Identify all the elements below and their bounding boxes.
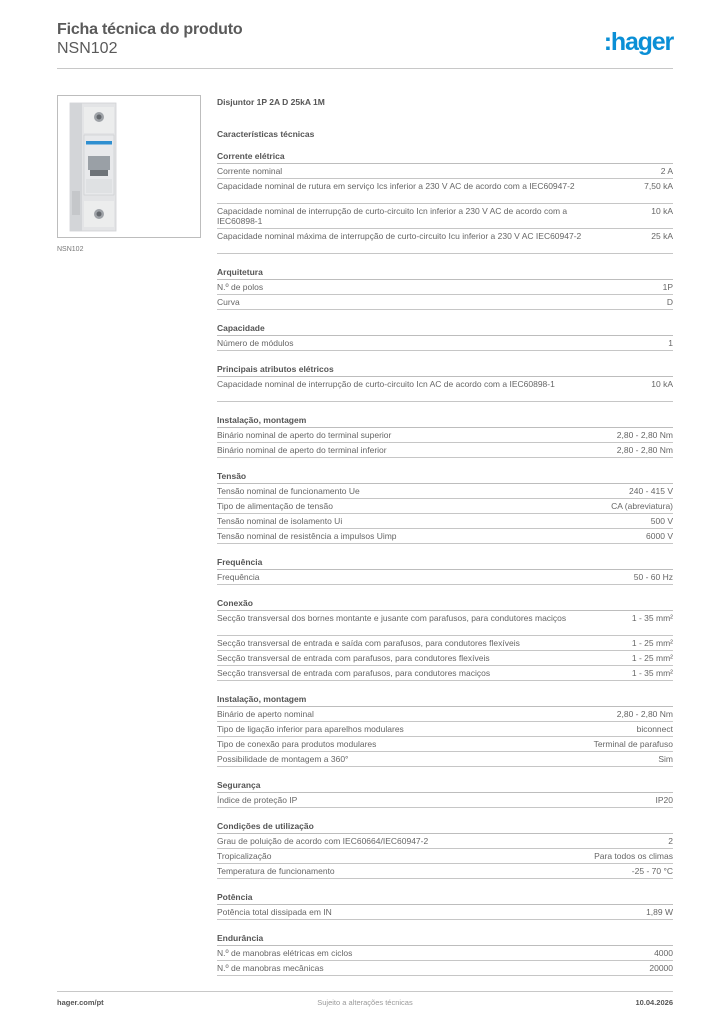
- section-title: Corrente elétrica: [217, 151, 673, 164]
- spec-sections: [217, 151, 673, 976]
- spec-value: 500 V: [650, 516, 673, 526]
- spec-row: [217, 611, 673, 636]
- section-title: Instalação, montagem: [217, 415, 673, 428]
- product-image: [57, 95, 201, 238]
- spec-value: D: [666, 297, 673, 307]
- footer-divider: [57, 991, 673, 992]
- product-specs: [217, 97, 673, 976]
- section-title: Tensão: [217, 471, 673, 484]
- spec-row: [217, 666, 673, 681]
- section-title: Potência: [217, 892, 673, 905]
- spec-row: [217, 164, 673, 179]
- spec-section: [217, 933, 673, 976]
- spec-label: Binário de aperto nominal: [217, 709, 314, 719]
- header-divider: [57, 68, 673, 69]
- spec-section: [217, 557, 673, 585]
- spec-value: 2: [668, 836, 673, 846]
- spec-row: [217, 793, 673, 808]
- spec-value: 240 - 415 V: [629, 486, 673, 496]
- spec-label: Tipo de conexão para produtos modulares: [217, 739, 377, 749]
- spec-row: [217, 499, 673, 514]
- product-image-caption: NSN102: [57, 246, 84, 253]
- spec-label: Frequência: [217, 572, 260, 582]
- spec-section: [217, 151, 673, 254]
- spec-label: Tipo de ligação inferior para aparelhos modulares: [217, 724, 404, 734]
- section-title: Instalação, montagem: [217, 694, 673, 707]
- spec-row: [217, 849, 673, 864]
- circuit-breaker-image: [66, 101, 126, 233]
- spec-value: 2,80 - 2,80 Nm: [616, 445, 673, 455]
- spec-label: Secção transversal de entrada com parafusos, para condutores maciços: [217, 668, 491, 678]
- spec-label: Possibilidade de montagem a 360°: [217, 754, 349, 764]
- section-title: Endurância: [217, 933, 673, 946]
- spec-label: N.º de manobras elétricas em ciclos: [217, 948, 353, 958]
- spec-value: 10 kA: [651, 206, 673, 216]
- spec-value: 1,89 W: [646, 907, 673, 917]
- spec-row: [217, 428, 673, 443]
- spec-section: [217, 780, 673, 808]
- spec-value: 4000: [654, 948, 673, 958]
- spec-label: Tensão nominal de resistência a impulsos Uimp: [217, 531, 397, 541]
- section-title: Capacidade: [217, 323, 673, 336]
- section-title: Condições de utilização: [217, 821, 673, 834]
- spec-value: 1 - 35 mm²: [631, 613, 673, 623]
- spec-value: 50 - 60 Hz: [633, 572, 673, 582]
- spec-label: Binário nominal de aperto do terminal inferior: [217, 445, 387, 455]
- spec-label: Índice de proteção IP: [217, 795, 298, 805]
- spec-section: [217, 471, 673, 544]
- spec-label: Potência total dissipada em IN: [217, 907, 332, 917]
- section-title: Arquitetura: [217, 267, 673, 280]
- spec-label: Tensão nominal de isolamento Ui: [217, 516, 343, 526]
- spec-value: IP20: [655, 795, 673, 805]
- spec-row: [217, 707, 673, 722]
- document-subtitle: NSN102: [57, 40, 118, 57]
- spec-row: [217, 204, 673, 229]
- spec-row: [217, 484, 673, 499]
- footer-website-link[interactable]: hager.com/pt: [57, 998, 104, 1007]
- section-title: Frequência: [217, 557, 673, 570]
- spec-row: [217, 280, 673, 295]
- spec-row: [217, 295, 673, 310]
- spec-section: [217, 598, 673, 681]
- section-title: Segurança: [217, 780, 673, 793]
- document-title: Ficha técnica do produto: [57, 21, 243, 38]
- spec-value: 1P: [662, 282, 673, 292]
- spec-value: 1: [668, 338, 673, 348]
- spec-section: [217, 415, 673, 458]
- spec-value: 2,80 - 2,80 Nm: [616, 709, 673, 719]
- spec-value: 25 kA: [651, 231, 673, 241]
- spec-row: [217, 864, 673, 879]
- spec-section: [217, 892, 673, 920]
- spec-row: [217, 636, 673, 651]
- spec-value: 10 kA: [651, 379, 673, 389]
- spec-label: Tipo de alimentação de tensão: [217, 501, 333, 511]
- spec-label: Grau de poluição de acordo com IEC60664/IEC60947-2: [217, 836, 429, 846]
- spec-value: 1 - 25 mm²: [631, 653, 673, 663]
- spec-label: Capacidade nominal máxima de interrupção de curto-circuito Icu inferior a 230 V AC IEC60947-2: [217, 231, 582, 241]
- spec-row: [217, 529, 673, 544]
- spec-row: [217, 961, 673, 976]
- spec-row: [217, 179, 673, 204]
- spec-row: [217, 905, 673, 920]
- spec-section: [217, 323, 673, 351]
- spec-value: 2 A: [660, 166, 673, 176]
- spec-label: Número de módulos: [217, 338, 294, 348]
- spec-label: Tropicalização: [217, 851, 272, 861]
- spec-value: CA (abreviatura): [611, 501, 673, 511]
- spec-row: [217, 946, 673, 961]
- spec-label: Curva: [217, 297, 240, 307]
- spec-section: [217, 694, 673, 767]
- spec-value: 20000: [649, 963, 673, 973]
- technical-characteristics-heading: Características técnicas: [217, 129, 315, 139]
- spec-value: -25 - 70 °C: [631, 866, 673, 876]
- spec-label: Capacidade nominal de interrupção de curto-circuito Icn inferior a 230 V AC de acordo com a IEC60898-1: [217, 206, 568, 226]
- spec-label: Secção transversal dos bornes montante e jusante com parafusos, para condutores maciços: [217, 613, 567, 623]
- spec-row: [217, 443, 673, 458]
- spec-label: Capacidade nominal de rutura em serviço Ics inferior a 230 V AC de acordo com a IEC60947-2: [217, 181, 575, 191]
- spec-value: Para todos os climas: [594, 851, 673, 861]
- spec-label: Capacidade nominal de interrupção de curto-circuito Icn AC de acordo com a IEC60898-1: [217, 379, 555, 389]
- spec-label: N.º de manobras mecânicas: [217, 963, 324, 973]
- spec-row: [217, 752, 673, 767]
- section-title: Principais atributos elétricos: [217, 364, 673, 377]
- section-title: Conexão: [217, 598, 673, 611]
- hager-logo: :hager: [603, 28, 673, 56]
- spec-row: [217, 651, 673, 666]
- footer-disclaimer: Sujeito a alterações técnicas: [317, 998, 413, 1007]
- product-name: Disjuntor 1P 2A D 25kA 1M: [217, 97, 325, 107]
- spec-label: Binário nominal de aperto do terminal superior: [217, 430, 392, 440]
- spec-value: biconnect: [636, 724, 673, 734]
- spec-label: N.º de polos: [217, 282, 264, 292]
- spec-value: Sim: [658, 754, 673, 764]
- spec-value: 1 - 25 mm²: [631, 638, 673, 648]
- spec-section: [217, 364, 673, 402]
- spec-value: 6000 V: [646, 531, 673, 541]
- spec-label: Secção transversal de entrada e saída com parafusos, para condutores flexíveis: [217, 638, 520, 648]
- document-header: [57, 20, 673, 70]
- spec-row: [217, 834, 673, 849]
- spec-value: 2,80 - 2,80 Nm: [616, 430, 673, 440]
- spec-value: 7,50 kA: [644, 181, 673, 191]
- spec-label: Secção transversal de entrada com parafusos, para condutores flexíveis: [217, 653, 490, 663]
- document-footer: [57, 998, 673, 1010]
- spec-row: [217, 722, 673, 737]
- spec-label: Corrente nominal: [217, 166, 283, 176]
- spec-value: Terminal de parafuso: [593, 739, 673, 749]
- spec-section: [217, 267, 673, 310]
- spec-section: [217, 821, 673, 879]
- spec-value: 1 - 35 mm²: [631, 668, 673, 678]
- spec-label: Temperatura de funcionamento: [217, 866, 335, 876]
- spec-row: [217, 336, 673, 351]
- spec-row: [217, 514, 673, 529]
- spec-row: [217, 229, 673, 254]
- spec-row: [217, 737, 673, 752]
- footer-date: 10.04.2026: [635, 998, 673, 1007]
- spec-row: [217, 570, 673, 585]
- spec-row: [217, 377, 673, 402]
- spec-label: Tensão nominal de funcionamento Ue: [217, 486, 360, 496]
